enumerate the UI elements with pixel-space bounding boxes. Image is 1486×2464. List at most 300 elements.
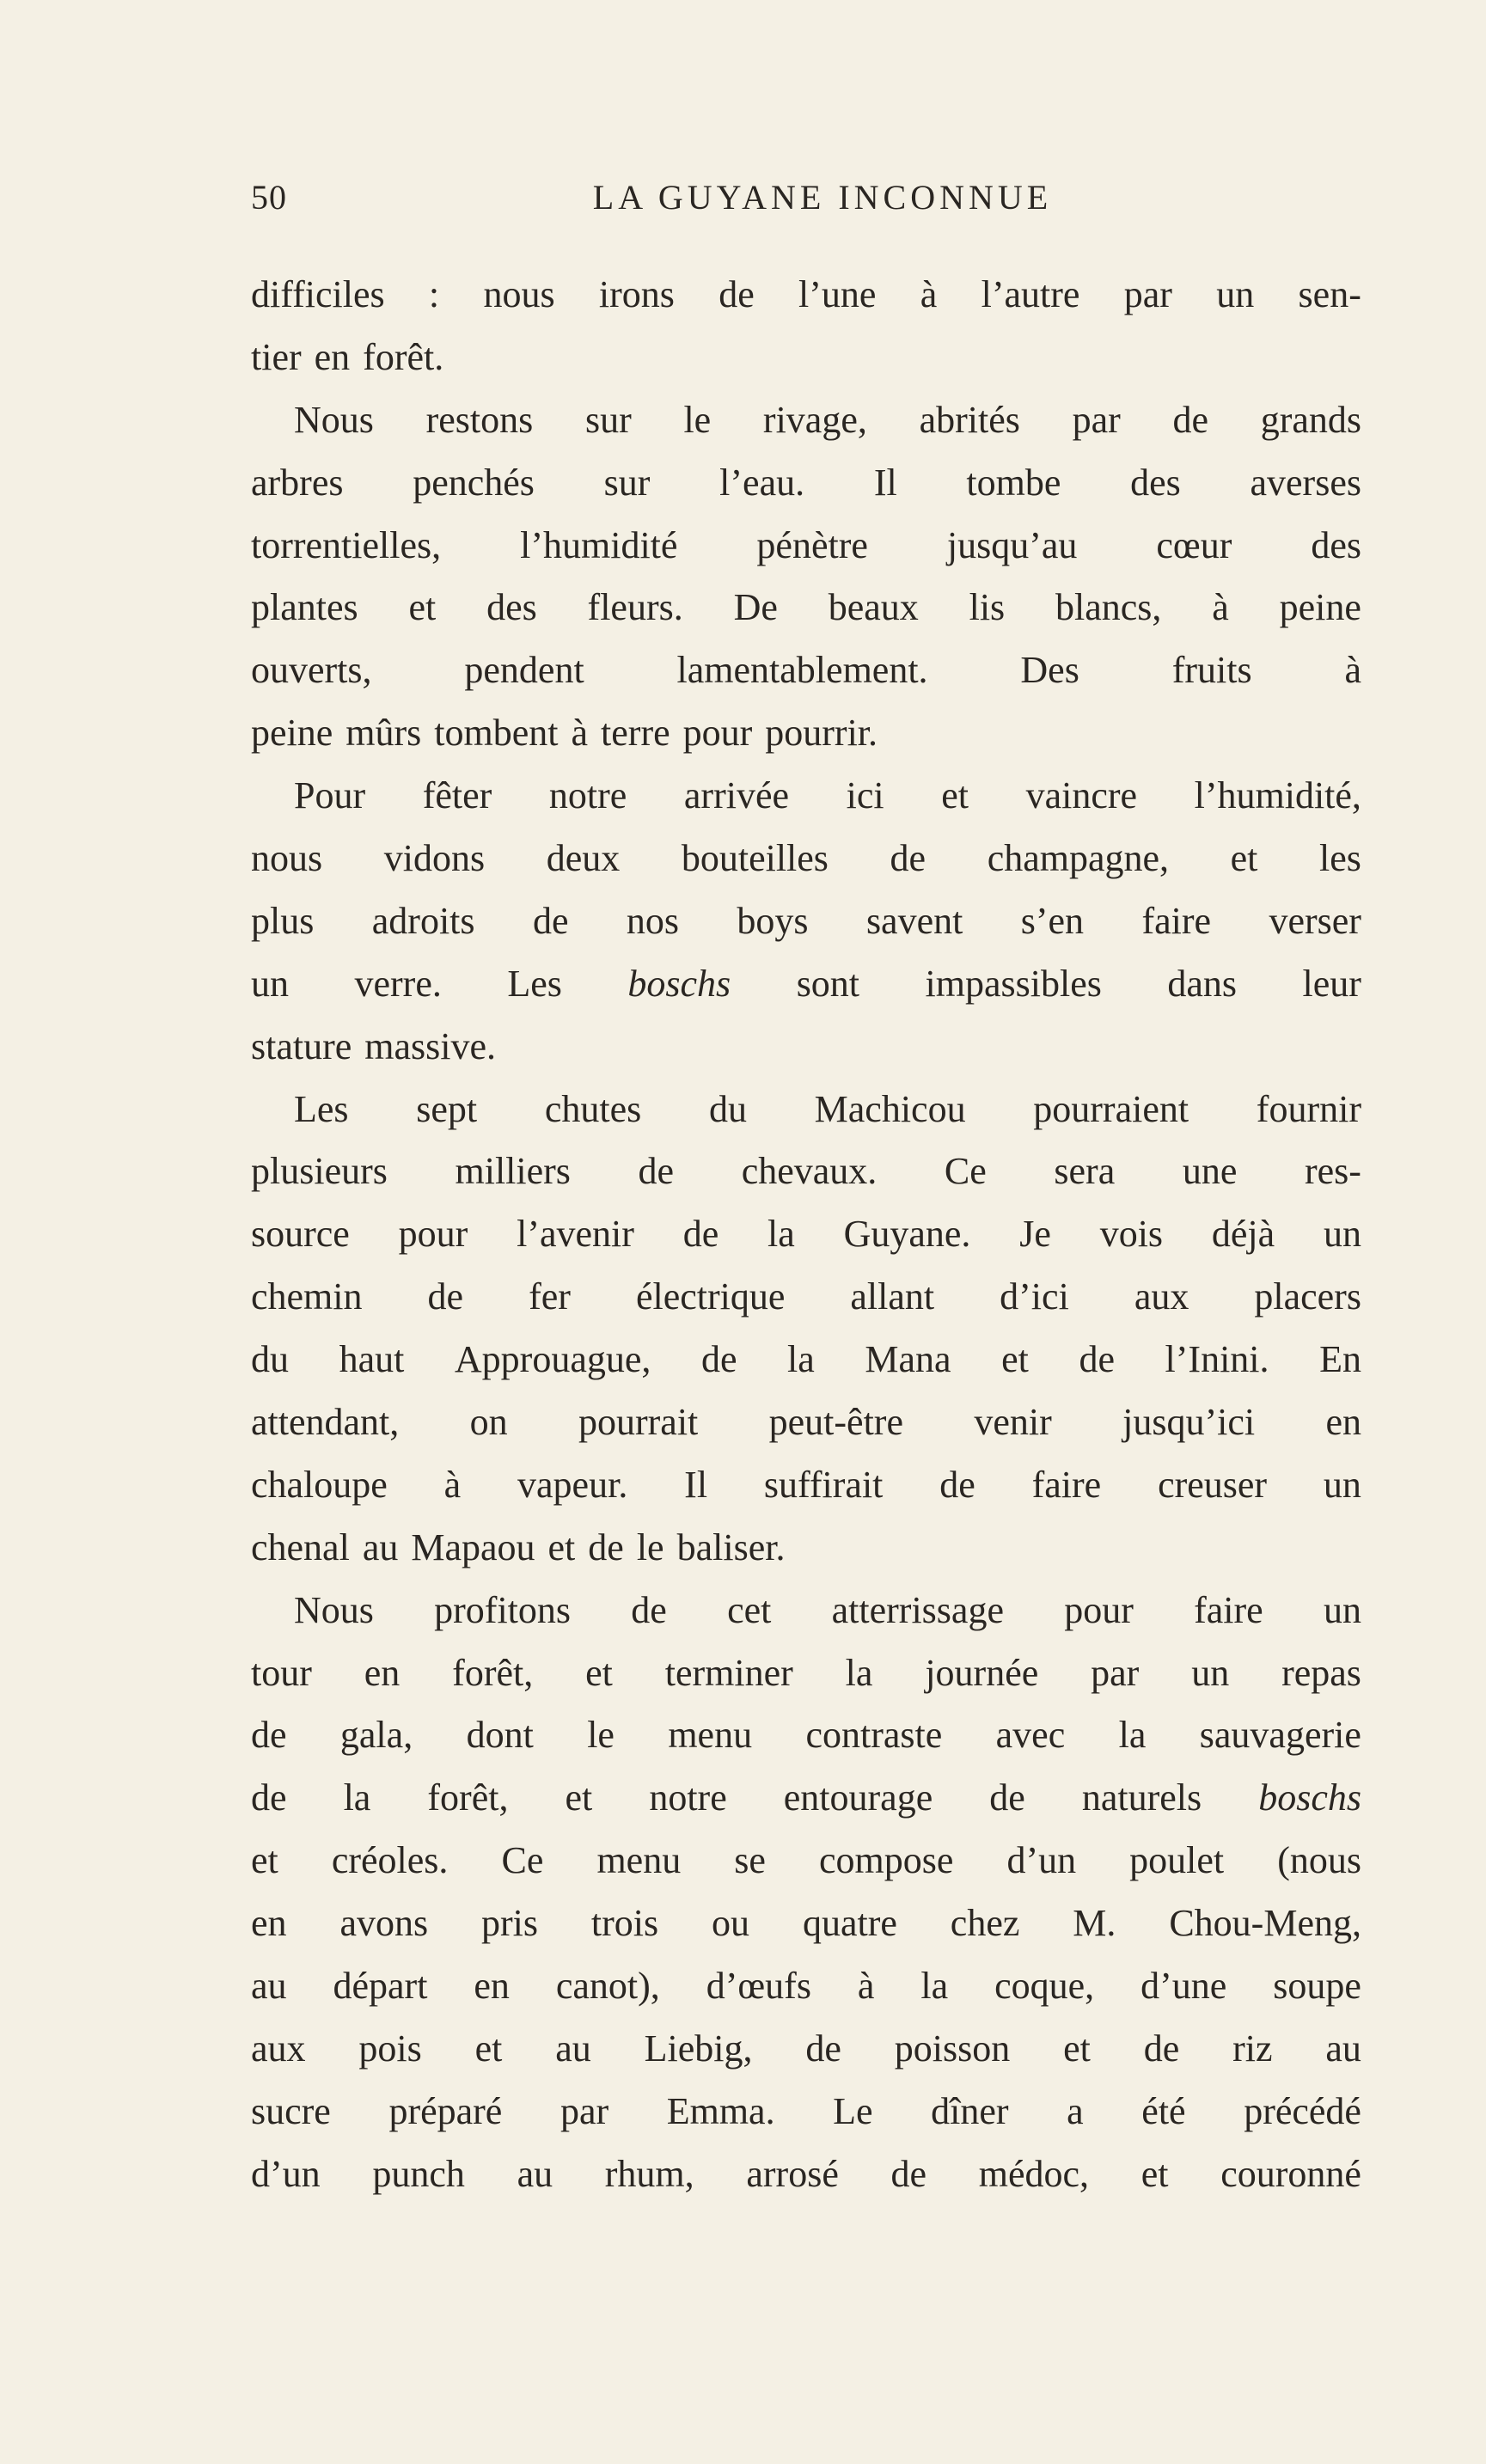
word (684, 1454, 707, 1517)
paragraph (251, 389, 1361, 765)
text: de (251, 1714, 287, 1757)
text: riz (1232, 2027, 1273, 2070)
word (941, 765, 969, 828)
text: averses (1250, 461, 1361, 504)
text: haut (339, 1338, 405, 1381)
text: avec (995, 1714, 1066, 1757)
word (712, 1892, 749, 1955)
text: jusqu’ici (1122, 1401, 1256, 1444)
text: lis (969, 586, 1006, 629)
word (1026, 765, 1137, 828)
word (1091, 1642, 1139, 1705)
text: mûrs (346, 712, 422, 755)
word (517, 1454, 627, 1517)
word (1055, 577, 1161, 639)
text: chevaux. (741, 1150, 878, 1193)
text: arrosé (746, 2152, 839, 2195)
word (429, 264, 439, 327)
word (251, 890, 314, 953)
word (251, 1892, 287, 1955)
text: Le (833, 2089, 873, 2132)
text: un (1323, 1463, 1361, 1506)
word (1325, 1391, 1361, 1454)
word (1325, 2018, 1361, 2081)
text: se (734, 1839, 766, 1882)
word (481, 1892, 538, 1955)
text: tier (251, 335, 302, 378)
text: de (1079, 1338, 1115, 1381)
word (1305, 1140, 1361, 1203)
text: pour (398, 1213, 468, 1256)
word (1183, 1140, 1238, 1203)
word (891, 2143, 927, 2206)
text: arbres (251, 461, 344, 504)
text: vidons (383, 837, 486, 880)
text: creuser (1158, 1463, 1268, 1506)
word (423, 765, 492, 828)
word (969, 577, 1006, 639)
text: de (700, 1338, 737, 1381)
word (1251, 452, 1362, 515)
text: Mapaou (411, 1525, 535, 1568)
word (1172, 639, 1252, 702)
word (742, 1140, 878, 1203)
word (294, 1079, 349, 1141)
text: Mana (865, 1338, 951, 1381)
text: torrentielles, (251, 523, 442, 566)
word (1006, 1830, 1076, 1892)
text: ouverts, (251, 649, 372, 692)
text: de (805, 2027, 841, 2070)
text: vaincre (1025, 774, 1138, 817)
word (1063, 2018, 1091, 2081)
text: chaloupe (251, 1463, 388, 1506)
word (787, 1329, 815, 1391)
word (1001, 1329, 1029, 1391)
word (803, 1892, 897, 1955)
text: la (767, 1213, 795, 1256)
word (1073, 389, 1121, 452)
text-line (251, 1079, 1361, 1141)
word (1082, 1767, 1202, 1830)
text-line (251, 2081, 1361, 2143)
word (1064, 1580, 1134, 1642)
text-line (251, 1391, 1361, 1454)
text: un (1323, 1213, 1361, 1256)
word (251, 515, 441, 578)
text-line (251, 327, 1361, 389)
word (805, 2018, 841, 2081)
word (1273, 1955, 1361, 2018)
text: de (890, 2152, 927, 2195)
text: punch (372, 2152, 465, 2195)
word (1191, 1642, 1229, 1705)
text: verre. (354, 962, 442, 1005)
word (332, 1830, 449, 1892)
word (294, 389, 374, 452)
text: profitons (434, 1588, 572, 1631)
text: journée (925, 1651, 1039, 1694)
word (1311, 515, 1361, 578)
word (294, 765, 365, 828)
text-line (251, 1266, 1361, 1329)
word (452, 1642, 533, 1705)
word (784, 1767, 933, 1830)
word (805, 1704, 942, 1767)
text: de (719, 273, 755, 315)
text: suffirait (763, 1463, 884, 1506)
word (556, 1955, 660, 2018)
word (251, 1454, 388, 1517)
text: l’une (798, 273, 877, 315)
word (682, 828, 829, 890)
word (1079, 1329, 1115, 1391)
text: terre (601, 712, 670, 755)
text: baliser. (676, 1525, 786, 1568)
word (388, 2081, 502, 2143)
word (709, 1079, 747, 1141)
text: d’un (251, 2152, 321, 2195)
text: blancs, (1055, 586, 1162, 629)
text: au (555, 2027, 591, 2070)
word (605, 2143, 694, 2206)
word (1129, 1830, 1224, 1892)
text: médoc, (978, 2152, 1090, 2195)
word (251, 264, 385, 327)
word (548, 1517, 576, 1580)
word (1021, 890, 1084, 953)
word (1124, 264, 1172, 327)
text: difficiles (251, 273, 385, 315)
word (566, 1767, 593, 1830)
text-line (251, 765, 1361, 828)
text: sur (603, 461, 651, 504)
word (1119, 1704, 1147, 1767)
word (798, 264, 876, 327)
word (1258, 1767, 1361, 1830)
text: forêt, (427, 1776, 509, 1819)
text-line (251, 1203, 1361, 1266)
word (399, 1203, 468, 1266)
word (1232, 2018, 1272, 2081)
text: chutes (544, 1087, 642, 1130)
word (1054, 1140, 1115, 1203)
text: en (314, 335, 351, 378)
word (384, 828, 485, 890)
text: de (532, 899, 569, 942)
text: par (1123, 273, 1172, 315)
text: cet (727, 1588, 772, 1631)
text-line (251, 1642, 1361, 1705)
text: Emma. (666, 2089, 775, 2132)
text: impassibles (925, 962, 1102, 1005)
word (251, 1517, 350, 1580)
text: un (251, 962, 289, 1005)
text: vapeur. (517, 1463, 628, 1506)
text: Il (684, 1463, 708, 1506)
text: de (890, 837, 926, 880)
word (1194, 1580, 1263, 1642)
word (520, 515, 677, 578)
word (333, 1955, 427, 2018)
page-number: 50 (251, 178, 287, 217)
word (346, 702, 421, 765)
text-line (251, 702, 1361, 765)
text: des (1311, 523, 1361, 566)
body-text (251, 264, 1361, 2206)
text: contraste (805, 1714, 943, 1757)
word (1144, 2018, 1180, 2081)
text: menu (668, 1714, 753, 1757)
text: de (427, 1275, 464, 1318)
word (988, 828, 1169, 890)
word (832, 1580, 1004, 1642)
text: à (1212, 586, 1229, 629)
word (683, 702, 753, 765)
text: au (1325, 2027, 1361, 2070)
word (1020, 639, 1079, 702)
text: Les (507, 962, 562, 1005)
word (765, 702, 878, 765)
text: en (1325, 1401, 1361, 1444)
text: la (787, 1338, 815, 1381)
text: faire (1194, 1588, 1263, 1631)
word (408, 577, 436, 639)
word (1167, 953, 1237, 1016)
word (601, 702, 670, 765)
word (706, 1955, 811, 2018)
text: deux (546, 837, 621, 880)
word (649, 1767, 726, 1830)
text: penchés (413, 461, 535, 504)
text: Ce (501, 1839, 544, 1882)
text: ou (712, 1902, 750, 1945)
word (251, 1704, 287, 1767)
word (846, 1642, 873, 1705)
word (769, 1391, 903, 1454)
word (251, 1203, 350, 1266)
text: rivage, (762, 398, 867, 441)
text: s’en (1020, 899, 1085, 942)
word (588, 1517, 624, 1580)
word (865, 1329, 951, 1391)
text: pourraient (1033, 1087, 1189, 1130)
word (251, 327, 302, 389)
word (529, 1266, 571, 1329)
word (251, 2018, 306, 2081)
word (1277, 1830, 1361, 1892)
text: nous (483, 273, 555, 315)
text-line (251, 1517, 1361, 1580)
text: atterrissage (831, 1588, 1004, 1631)
word (501, 1830, 543, 1892)
text: départ (333, 1965, 428, 2008)
text-line (251, 1767, 1361, 1830)
word (1280, 577, 1361, 639)
word (844, 1203, 971, 1266)
text: et (408, 586, 437, 629)
text: un (1191, 1651, 1230, 1694)
text: fruits (1171, 649, 1252, 692)
word (1200, 1704, 1361, 1767)
word (507, 953, 562, 1016)
text: sur (584, 398, 632, 441)
text: de (1172, 398, 1208, 441)
word (719, 452, 804, 515)
word (819, 1830, 953, 1892)
text: champagne, (987, 837, 1170, 880)
text: M. (1073, 1902, 1116, 1945)
word (1195, 765, 1361, 828)
word (486, 577, 537, 639)
text: arrivée (683, 774, 790, 817)
word (1324, 1454, 1361, 1517)
text: d’une (1140, 1965, 1227, 2008)
word (1032, 1454, 1102, 1517)
word (1141, 2143, 1169, 2206)
text: : (428, 273, 440, 315)
word (683, 1203, 719, 1266)
text: (nous (1277, 1839, 1361, 1882)
text: des (486, 586, 537, 629)
text: le (683, 398, 712, 441)
text: sera (1054, 1150, 1116, 1193)
word (585, 1642, 613, 1705)
word (355, 953, 442, 1016)
text: de (1143, 2027, 1180, 2070)
word (251, 1329, 289, 1391)
text: par (1091, 1651, 1140, 1694)
paragraph (251, 1079, 1361, 1580)
text: poulet (1129, 1839, 1225, 1882)
word (945, 1140, 987, 1203)
word (1261, 389, 1361, 452)
running-title: LA GUYANE INCONNUE (592, 178, 1053, 217)
text: canot), (555, 1965, 660, 2008)
word (416, 1079, 477, 1141)
word (456, 1140, 571, 1203)
text: la (1118, 1714, 1147, 1757)
word (858, 1955, 875, 2018)
word (1212, 1203, 1275, 1266)
word (627, 953, 731, 1016)
text: res- (1304, 1150, 1361, 1193)
text: ici (846, 774, 884, 817)
text: menu (596, 1839, 682, 1882)
word (251, 702, 333, 765)
text: pourrait (578, 1401, 699, 1444)
word (1244, 2081, 1361, 2143)
text: repas (1281, 1651, 1361, 1694)
word (339, 1892, 428, 1955)
word (939, 1454, 975, 1517)
word (578, 1391, 698, 1454)
text: a (1067, 2089, 1084, 2132)
text: et (1001, 1338, 1029, 1381)
word (925, 1642, 1038, 1705)
text: précédé (1244, 2089, 1361, 2132)
word (411, 1517, 535, 1580)
text: Il (873, 461, 897, 504)
word (1141, 890, 1211, 953)
text: Chou-Meng, (1169, 1902, 1361, 1945)
text-line (251, 2143, 1361, 2206)
text: allant (850, 1275, 935, 1318)
text-line (251, 1580, 1361, 1642)
text: savent (865, 899, 963, 942)
text: de (989, 1776, 1025, 1819)
text: sen- (1298, 273, 1361, 315)
text: notre (548, 774, 627, 817)
word (1169, 1892, 1361, 1955)
word (364, 1016, 496, 1079)
word (585, 389, 632, 452)
text: on (469, 1401, 508, 1444)
word (1140, 1955, 1226, 2018)
running-header (251, 177, 1360, 232)
paragraph (251, 765, 1361, 1078)
text: forêt, (452, 1651, 534, 1694)
text: les (1319, 837, 1361, 880)
word (639, 1140, 675, 1203)
word (636, 1266, 785, 1329)
text: préparé (388, 2089, 503, 2132)
word (363, 327, 443, 389)
text: soupe (1273, 1965, 1361, 2008)
word (344, 1767, 371, 1830)
word (1122, 1391, 1255, 1454)
word (549, 765, 627, 828)
text: Guyane. (843, 1213, 971, 1256)
text: Les (294, 1087, 349, 1130)
word (667, 2081, 775, 2143)
text: de (588, 1525, 624, 1568)
text: En (1319, 1338, 1361, 1381)
word (1216, 264, 1254, 327)
word (1212, 577, 1229, 639)
text: forêt. (363, 335, 444, 378)
word (588, 577, 683, 639)
text: la (920, 1965, 949, 2008)
text: en (251, 1902, 287, 1945)
word (251, 452, 344, 515)
text: au (517, 2152, 553, 2195)
text: au (362, 1525, 399, 1568)
word (1324, 1203, 1361, 1266)
text: Nous (294, 1588, 374, 1631)
word (668, 1704, 752, 1767)
text: sauvagerie (1199, 1714, 1361, 1757)
text: chenal (251, 1525, 350, 1568)
text: à (1344, 649, 1361, 692)
text: placers (1254, 1275, 1361, 1318)
word (951, 1892, 1020, 1955)
word (474, 1955, 510, 2018)
word (920, 389, 1020, 452)
word (483, 264, 554, 327)
text: boys (737, 899, 809, 942)
word (1324, 1580, 1361, 1642)
text: avons (339, 1902, 429, 1945)
text-line (251, 452, 1361, 515)
text: un (1216, 273, 1255, 315)
text: aux (1134, 1275, 1189, 1318)
text: en (474, 1965, 510, 2008)
word (677, 639, 928, 702)
text: et (941, 774, 969, 817)
text: pris (481, 1902, 538, 1945)
text: fleurs. (587, 586, 683, 629)
